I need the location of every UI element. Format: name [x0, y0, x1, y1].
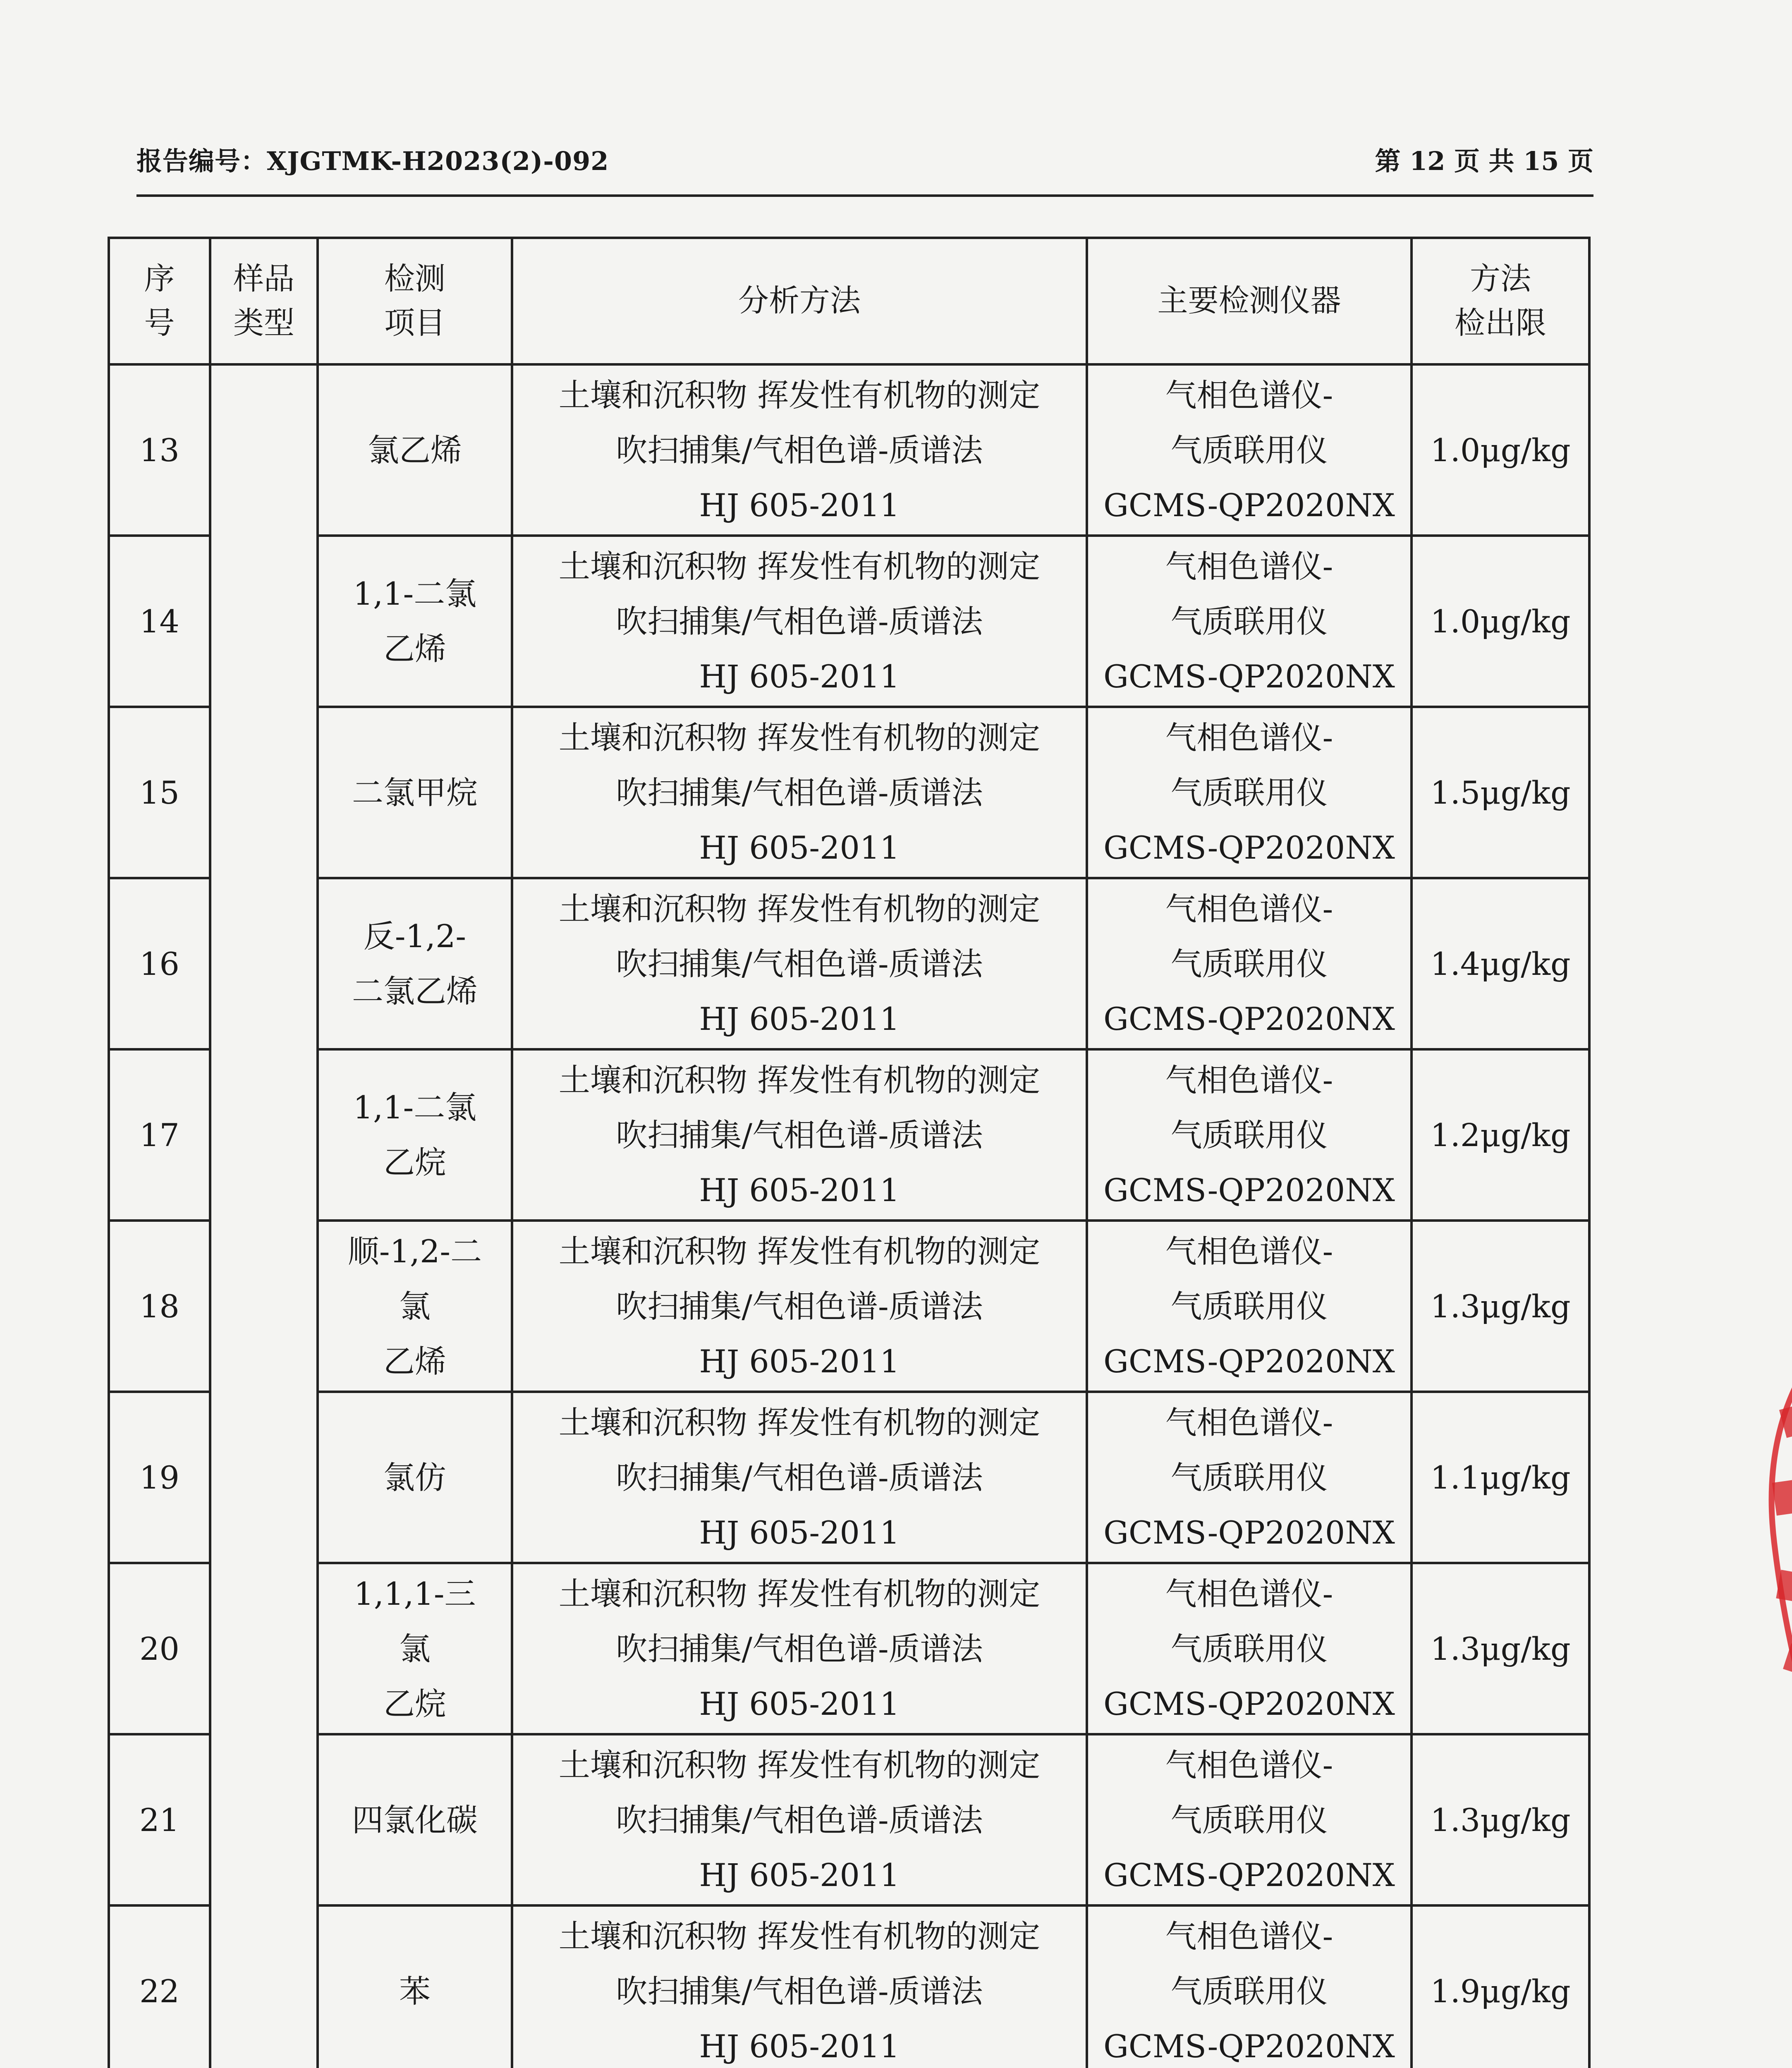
header-method: 分析方法 — [512, 238, 1087, 364]
instrument-line: 气相色谱仪- — [1165, 376, 1333, 414]
analysis-method-line: 土壤和沉积物 挥发性有机物的测定 — [558, 1746, 1041, 1783]
analysis-method-cell — [512, 364, 1087, 536]
instrument-line: 气相色谱仪- — [1165, 1061, 1333, 1099]
analysis-method-line: 土壤和沉积物 挥发性有机物的测定 — [558, 1575, 1041, 1612]
instrument-line: GCMS-QP2020NX — [1103, 1685, 1395, 1722]
instrument-line: 气相色谱仪- — [1165, 1746, 1333, 1783]
detection-limit: 1.2μg/kg — [1412, 1049, 1589, 1221]
detection-limit: 1.1μg/kg — [1412, 1392, 1589, 1563]
test-item-line: 乙烷 — [383, 1685, 446, 1722]
detection-limit: 1.9μg/kg — [1412, 1905, 1589, 2068]
page-number: 第 12 页 共 15 页 — [1375, 146, 1593, 176]
instrument-line: 气相色谱仪- — [1165, 1233, 1333, 1270]
analysis-method-line: 土壤和沉积物 挥发性有机物的测定 — [558, 1917, 1041, 1955]
table-row — [109, 1049, 1589, 1221]
analysis-method-line: 吹扫捕集/气相色谱-质谱法 — [616, 431, 983, 469]
test-item-cell — [318, 1563, 512, 1734]
instrument-line: 气质联用仪 — [1170, 945, 1328, 982]
test-item-cell — [318, 536, 512, 707]
test-item-line: 氯仿 — [383, 1459, 446, 1496]
header-sample-type: 样品 类型 — [210, 238, 318, 364]
instrument-line: 气相色谱仪- — [1165, 1404, 1333, 1441]
analysis-method-line: 土壤和沉积物 挥发性有机物的测定 — [558, 1061, 1041, 1099]
detection-limit: 1.4μg/kg — [1412, 878, 1589, 1049]
analysis-method-line: 土壤和沉积物 挥发性有机物的测定 — [558, 719, 1041, 756]
analysis-method-line: 土壤和沉积物 挥发性有机物的测定 — [558, 548, 1041, 585]
test-item-cell — [318, 1392, 512, 1563]
test-item-line: 1,1,1-三 — [354, 1575, 476, 1612]
analysis-method-line: HJ 605-2011 — [699, 658, 900, 695]
instrument-cell — [1087, 1905, 1412, 2068]
analysis-method-cell — [512, 1392, 1087, 1563]
analysis-method-line: HJ 605-2011 — [699, 1000, 900, 1037]
instrument-cell — [1087, 1049, 1412, 1221]
instrument-cell — [1087, 364, 1412, 536]
header-detection-limit: 方法 检出限 — [1412, 238, 1589, 364]
sample-type-cell — [210, 364, 318, 2068]
table-row — [109, 1905, 1589, 2068]
instrument-line: GCMS-QP2020NX — [1103, 486, 1395, 524]
test-item-line: 四氯化碳 — [352, 1801, 478, 1838]
instrument-line: 气质联用仪 — [1170, 1459, 1328, 1496]
row-number: 14 — [109, 536, 210, 707]
analysis-method-line: HJ 605-2011 — [699, 1856, 900, 1893]
instrument-line: 气相色谱仪- — [1165, 548, 1333, 585]
instrument-line: 气质联用仪 — [1170, 603, 1328, 640]
test-item-line: 苯 — [399, 1972, 431, 2010]
test-item-line: 1,1-二氯 — [353, 575, 477, 612]
analysis-method-line: 吹扫捕集/气相色谱-质谱法 — [616, 1801, 983, 1838]
instrument-line: 气质联用仪 — [1170, 1116, 1328, 1154]
header-no: 序 号 — [109, 238, 210, 364]
table-row — [109, 1221, 1589, 1392]
analysis-method-line: 土壤和沉积物 挥发性有机物的测定 — [558, 376, 1041, 414]
analysis-method-line: HJ 605-2011 — [699, 1514, 900, 1551]
row-number: 16 — [109, 878, 210, 1049]
instrument-line: 气相色谱仪- — [1165, 719, 1333, 756]
table-header-row — [109, 238, 1589, 364]
table-row — [109, 1734, 1589, 1905]
table-row — [109, 364, 1589, 536]
row-number: 17 — [109, 1049, 210, 1221]
instrument-cell — [1087, 536, 1412, 707]
instrument-line: 气相色谱仪- — [1165, 1917, 1333, 1955]
table-body — [109, 364, 1589, 2068]
analysis-method-cell — [512, 1049, 1087, 1221]
test-item-cell — [318, 1049, 512, 1221]
analysis-method-line: 吹扫捕集/气相色谱-质谱法 — [616, 774, 983, 811]
test-item-cell — [318, 364, 512, 536]
test-item-line: 乙烯 — [383, 630, 446, 667]
analysis-method-line: HJ 605-2011 — [699, 1343, 900, 1380]
header-instrument: 主要检测仪器 — [1087, 238, 1412, 364]
instrument-line: 气相色谱仪- — [1165, 1575, 1333, 1612]
test-item-cell — [318, 707, 512, 878]
detection-limit: 1.0μg/kg — [1412, 536, 1589, 707]
table-row — [109, 707, 1589, 878]
detection-limit: 1.0μg/kg — [1412, 364, 1589, 536]
test-item-line: 氯 — [399, 1288, 431, 1325]
row-number: 20 — [109, 1563, 210, 1734]
analysis-method-line: HJ 605-2011 — [699, 486, 900, 524]
instrument-cell — [1087, 878, 1412, 1049]
analysis-method-line: 吹扫捕集/气相色谱-质谱法 — [616, 1116, 983, 1154]
instrument-cell — [1087, 1392, 1412, 1563]
test-item-line: 二氯乙烯 — [352, 973, 478, 1010]
page-header — [136, 132, 1593, 197]
instrument-line: GCMS-QP2020NX — [1103, 658, 1395, 695]
instrument-line: GCMS-QP2020NX — [1103, 1856, 1395, 1893]
instrument-line: 气质联用仪 — [1170, 1630, 1328, 1667]
instrument-line: 气质联用仪 — [1170, 1972, 1328, 2010]
test-item-line: 1,1-二氯 — [353, 1089, 477, 1126]
table-row — [109, 1563, 1589, 1734]
instrument-line: 气质联用仪 — [1170, 431, 1328, 469]
detection-limit: 1.3μg/kg — [1412, 1563, 1589, 1734]
analysis-method-line: HJ 605-2011 — [699, 829, 900, 866]
row-number: 15 — [109, 707, 210, 878]
instrument-line: 气质联用仪 — [1170, 1288, 1328, 1325]
analysis-method-line: HJ 605-2011 — [699, 2027, 900, 2065]
table-row — [109, 878, 1589, 1049]
analysis-method-line: 吹扫捕集/气相色谱-质谱法 — [616, 1459, 983, 1496]
analysis-method-line: 吹扫捕集/气相色谱-质谱法 — [616, 1288, 983, 1325]
analysis-method-line: 土壤和沉积物 挥发性有机物的测定 — [558, 1233, 1041, 1270]
instrument-line: GCMS-QP2020NX — [1103, 2027, 1395, 2065]
analysis-method-line: HJ 605-2011 — [699, 1171, 900, 1209]
analysis-method-line: 吹扫捕集/气相色谱-质谱法 — [616, 1630, 983, 1667]
table-row — [109, 536, 1589, 707]
test-method-table — [108, 237, 1591, 2068]
instrument-line: GCMS-QP2020NX — [1103, 1514, 1395, 1551]
row-number: 18 — [109, 1221, 210, 1392]
instrument-line: 气质联用仪 — [1170, 1801, 1328, 1838]
test-item-line: 反-1,2- — [363, 918, 467, 955]
analysis-method-line: 吹扫捕集/气相色谱-质谱法 — [616, 945, 983, 982]
table-row — [109, 1392, 1589, 1563]
test-item-line: 氯 — [399, 1630, 431, 1667]
analysis-method-cell — [512, 707, 1087, 878]
test-item-cell — [318, 1734, 512, 1905]
instrument-cell — [1087, 1563, 1412, 1734]
analysis-method-cell — [512, 536, 1087, 707]
instrument-line: GCMS-QP2020NX — [1103, 829, 1395, 866]
analysis-method-cell — [512, 1734, 1087, 1905]
analysis-method-cell — [512, 1221, 1087, 1392]
test-item-line: 二氯甲烷 — [352, 774, 478, 811]
row-number: 19 — [109, 1392, 210, 1563]
test-item-line: 乙烯 — [383, 1343, 446, 1380]
test-item-line: 氯乙烯 — [368, 431, 462, 469]
detection-limit: 1.5μg/kg — [1412, 707, 1589, 878]
analysis-method-line: 土壤和沉积物 挥发性有机物的测定 — [558, 890, 1041, 927]
detection-limit: 1.3μg/kg — [1412, 1734, 1589, 1905]
report-number-value: XJGTMK-H2023(2)-092 — [267, 146, 609, 176]
test-item-cell — [318, 878, 512, 1049]
test-item-cell — [318, 1221, 512, 1392]
analysis-method-line: 土壤和沉积物 挥发性有机物的测定 — [558, 1404, 1041, 1441]
analysis-method-line: 吹扫捕集/气相色谱-质谱法 — [616, 603, 983, 640]
report-number — [136, 141, 609, 177]
report-number-label: 报告编号： — [136, 146, 267, 176]
analysis-method-cell — [512, 1563, 1087, 1734]
red-seal-stamp — [1745, 1357, 1792, 1729]
instrument-cell — [1087, 1221, 1412, 1392]
instrument-line: GCMS-QP2020NX — [1103, 1000, 1395, 1037]
analysis-method-cell — [512, 878, 1087, 1049]
row-number: 13 — [109, 364, 210, 536]
instrument-line: 气质联用仪 — [1170, 774, 1328, 811]
test-item-line: 顺-1,2-二 — [347, 1233, 482, 1270]
instrument-line: GCMS-QP2020NX — [1103, 1171, 1395, 1209]
header-test-item: 检测 项目 — [318, 238, 512, 364]
detection-limit: 1.3μg/kg — [1412, 1221, 1589, 1392]
analysis-method-line: HJ 605-2011 — [699, 1685, 900, 1722]
instrument-line: GCMS-QP2020NX — [1103, 1343, 1395, 1380]
analysis-method-cell — [512, 1905, 1087, 2068]
test-item-cell — [318, 1905, 512, 2068]
row-number: 21 — [109, 1734, 210, 1905]
instrument-line: 气相色谱仪- — [1165, 890, 1333, 927]
test-item-line: 乙烷 — [383, 1144, 446, 1181]
analysis-method-line: 吹扫捕集/气相色谱-质谱法 — [616, 1972, 983, 2010]
instrument-cell — [1087, 707, 1412, 878]
row-number: 22 — [109, 1905, 210, 2068]
instrument-cell — [1087, 1734, 1412, 1905]
